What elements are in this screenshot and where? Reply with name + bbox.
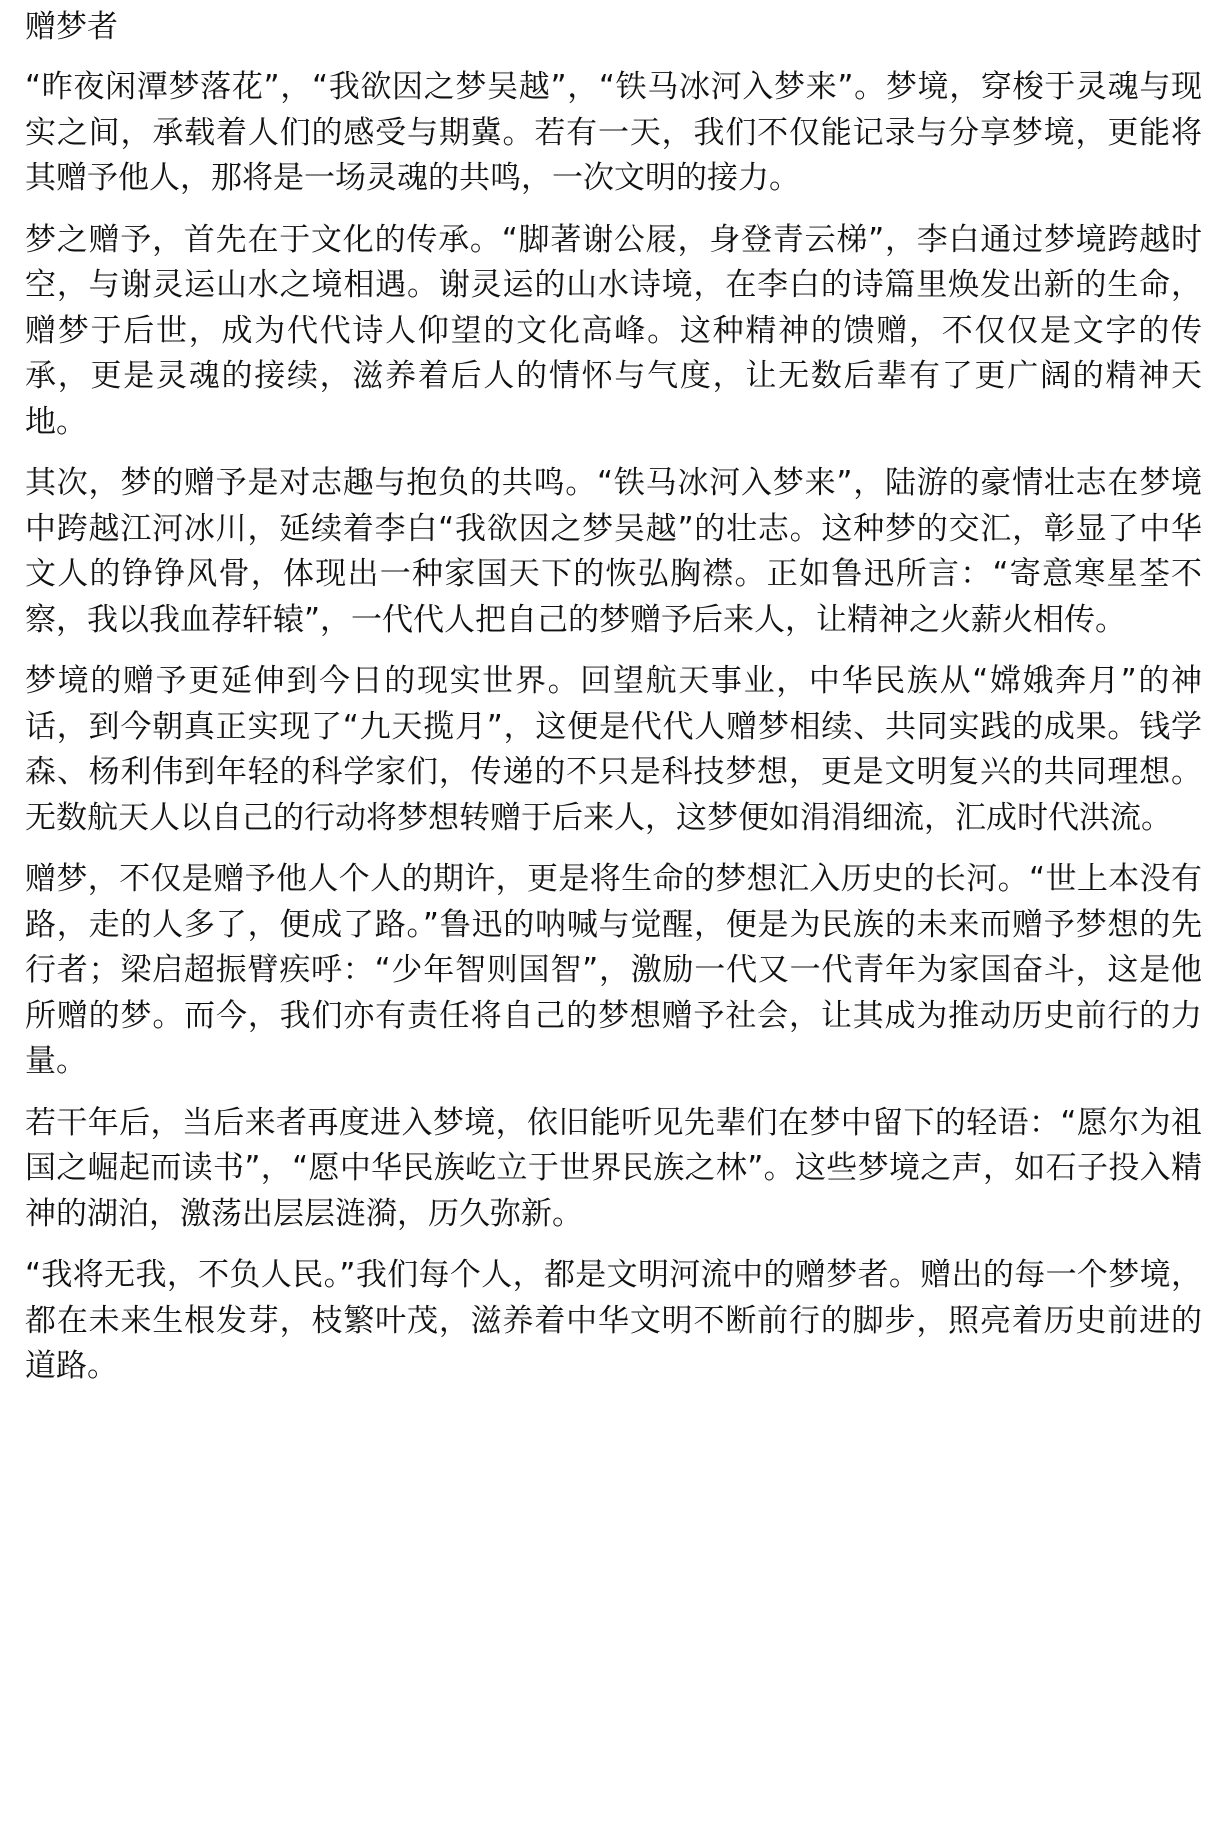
essay-paragraph-7: “我将无我，不负人民。”我们每个人，都是文明河流中的赠梦者。赠出的每一个梦境，都在未来生根发芽，枝繁叶茂，滋养着中华文明不断前行的脚步，照亮着历史前进的道路。	[25, 1257, 1202, 1384]
essay-paragraph-1: “昨夜闲潭梦落花”，“我欲因之梦吴越”，“铁马冰河入梦来”。梦境，穿梭于灵魂与现实之间，承载着人们的感受与期冀。若有一天，我们不仅能记录与分享梦境，更能将其赠予他人，那将是一场灵魂的共鸣，一次文明的接力。	[25, 69, 1202, 196]
essay-paragraph-2: 梦之赠予，首先在于文化的传承。“脚著谢公屐，身登青云梯”，李白通过梦境跨越时空，与谢灵运山水之境相遇。谢灵运的山水诗境，在李白的诗篇里焕发出新的生命，赠梦于后世，成为代代诗人仰望的文化高峰。这种精神的馈赠，不仅仅是文字的传承，更是灵魂的接续，滋养着后人的情怀与气度，让无数后辈有了更广阔的精神天地。	[25, 221, 1202, 440]
essay-paragraph-3: 其次，梦的赠予是对志趣与抱负的共鸣。“铁马冰河入梦来”，陆游的豪情壮志在梦境中跨越江河冰川，延续着李白“我欲因之梦吴越”的壮志。这种梦的交汇，彰显了中华文人的铮铮风骨，体现出一种家国天下的恢弘胸襟。正如鲁迅所言：“寄意寒星荃不察，我以我血荐轩辕”，一代代人把自己的梦赠予后来人，让精神之火薪火相传。	[25, 465, 1202, 638]
essay-paragraph-6: 若干年后，当后来者再度进入梦境，依旧能听见先辈们在梦中留下的轻语：“愿尔为祖国之崛起而读书”，“愿中华民族屹立于世界民族之林”。这些梦境之声，如石子投入精神的湖泊，激荡出层层涟漪，历久弥新。	[25, 1104, 1202, 1232]
essay-paragraph-5: 赠梦，不仅是赠予他人个人的期许，更是将生命的梦想汇入历史的长河。“世上本没有路，走的人多了，便成了路。”鲁迅的呐喊与觉醒，便是为民族的未来而赠予梦想的先行者；梁启超振臂疾呼：“少年智则国智”，激励一代又一代青年为家国奋斗，这是他所赠的梦。而今，我们亦有责任将自己的梦想赠予社会，让其成为推动历史前行的力量。	[25, 861, 1202, 1079]
essay-paragraph-4: 梦境的赠予更延伸到今日的现实世界。回望航天事业，中华民族从“嫦娥奔月”的神话，到今朝真正实现了“九天揽月”，这便是代代人赠梦相续、共同实践的成果。钱学森、杨利伟到年轻的科学家们，传递的不只是科技梦想，更是文明复兴的共同理想。无数航天人以自己的行动将梦想转赠于后来人，这梦便如涓涓细流，汇成时代洪流。	[25, 663, 1202, 836]
essay-title: 赠梦者	[25, 9, 118, 45]
